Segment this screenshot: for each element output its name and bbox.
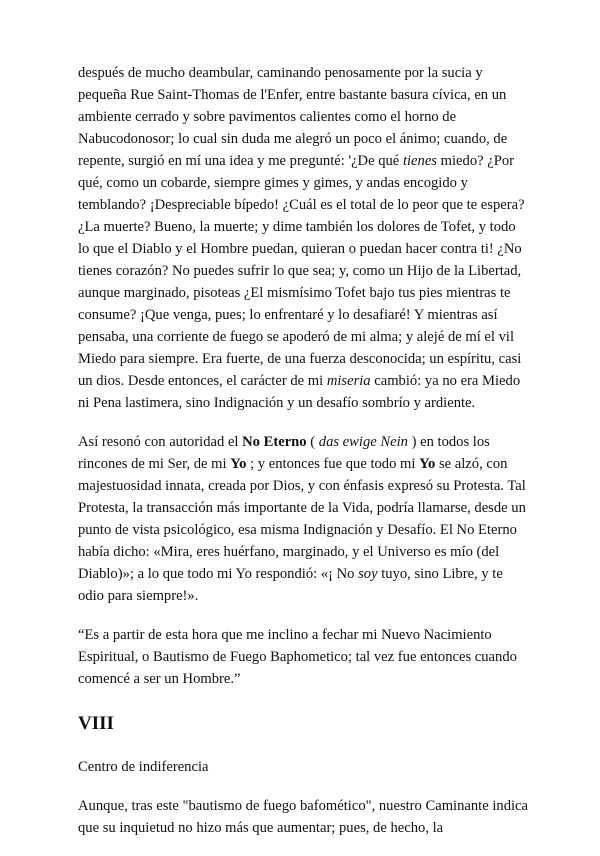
paragraph-2 <box>78 431 528 607</box>
paragraph-4: Aunque, tras este "bautismo de fuego bafomético", nuestro Caminante indica que su inquietud no hizo más que aumentar; pues, de hecho, la <box>78 798 529 836</box>
paragraph-2-text-e: se alzó, con majestuosidad innata, creada por Dios, y con énfasis expresó su Protesta. Tal Protesta, la transacción más importante de la Vida, podría llamarse, desde un punto de vista psicológico, esa misma Indignación y Desafío. El No Eterno había dicho: «Mira, eres huérfano, marginado, y el Universo es mío (del Diablo)»; a lo que todo mi Yo respondió: «¡ No <box>78 456 526 582</box>
paragraph-2-text-f: tuyo, sino Libre, y te odio para siempre!». <box>78 566 503 604</box>
bold-yo-2: Yo <box>419 456 436 472</box>
bold-no-eterno: No Eterno <box>242 434 307 450</box>
document-page <box>78 62 528 856</box>
paragraph-3: “Es a partir de esta hora que me inclino a fechar mi Nuevo Nacimiento Espiritual, o Bautismo de Fuego Baphometico; tal vez fue entonces cuando comencé a ser un Hombre.” <box>78 627 517 687</box>
emphasis-tienes: tienes <box>402 153 437 169</box>
paragraph-2-text-d: ; y entonces fue que todo mi <box>246 456 420 472</box>
chapter-subtitle: Centro de indiferencia <box>78 759 209 775</box>
paragraph-2-text: Así resonó con autoridad el <box>78 434 243 450</box>
paragraph-1 <box>78 62 528 414</box>
paragraph-2-text-c: ) en todos los rincones de mi Ser, de mi <box>78 434 490 472</box>
paragraph-1-text: después de mucho deambular, caminando penosamente por la sucia y pequeña Rue Saint-Thomas de l'Enfer, entre bastante basura cívica, en un ambiente cerrado y sobre pavimentos calientes como el horno de Nabucodonosor; lo cual sin duda me alegró un poco el ánimo; cuando, de repente, surgió en mí una idea y me pregunté: '¿De qué <box>78 65 508 169</box>
paragraph-2-text-b: ( <box>306 434 319 450</box>
paragraph-1-text-cont: miedo? ¿Por qué, como un cobarde, siempre gimes y gimes, y andas encogido y temblando? ¡Despreciable bípedo! ¿Cuál es el total de lo peor que te espera? ¿La muerte? Bueno, la muerte; y dime también los dolores de Tofet, y todo lo que el Diablo y el Hombre puedan, quieran o puedan hacer contra ti! ¿No tienes corazón? No puedes sufrir lo que sea; y, como un Hijo de la Libertad, aunque marginado, pisoteas ¿El mismísimo Tofet bajo tus pies mientras te consume? ¡Que venga, pues; lo enfrentaré y lo desafiaré! Y mientras así pensaba, una corriente de fuego se apoderó de mi alma; y alejé de mí el vil Miedo para siempre. Era fuerte, de una fuerza desconocida; un espíritu, casi un dios. Desde entonces, el carácter de mi <box>78 153 525 389</box>
emphasis-miseria: miseria <box>326 373 371 389</box>
bold-yo-1: Yo <box>230 456 247 472</box>
chapter-heading: VIII <box>78 713 114 734</box>
emphasis-soy: soy <box>358 566 378 582</box>
emphasis-das-ewige-nein: das ewige Nein <box>318 434 408 450</box>
paragraph-1-text-end: cambió: ya no era Miedo ni Pena lastimera, sino Indignación y un desafío sombrío y ardiente. <box>78 373 521 411</box>
